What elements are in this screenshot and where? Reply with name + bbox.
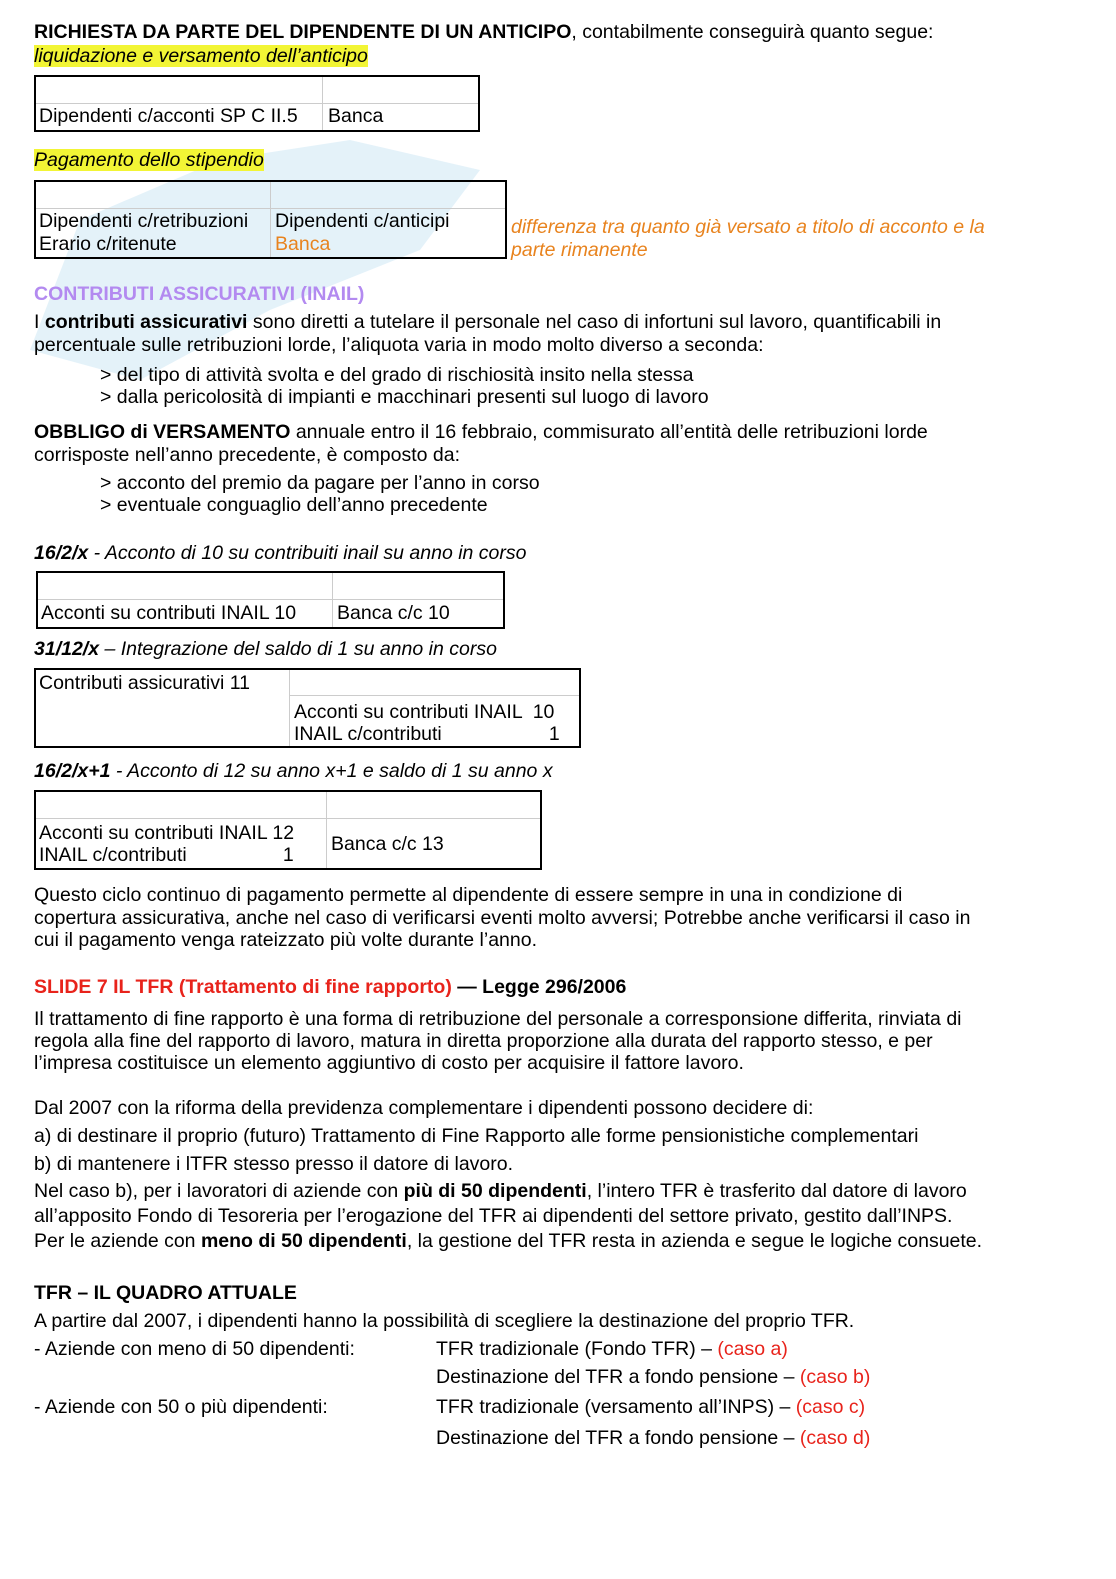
list-item: b) di mantenere i lTFR stesso presso il datore di lavoro.	[34, 1153, 514, 1175]
paragraph-line: all’apposito Fondo di Tesoreria per l’erogazione del TFR ai dipendenti del settore privato, gestito dall’INPS.	[34, 1205, 953, 1227]
paragraph-line: Per le aziende con meno di 50 dipendenti, la gestione del TFR resta in azienda e segue le logiche consuete.	[34, 1230, 983, 1252]
tfr-heading: SLIDE 7 IL TFR (Trattamento di fine rapporto) — Legge 296/2006	[34, 976, 627, 998]
row-label: - Aziende con meno di 50 dipendenti:	[34, 1338, 355, 1360]
t-account-dare: Dipendenti c/acconti SP C II.5	[39, 105, 298, 127]
t-account-avere: Banca	[275, 233, 331, 255]
paragraph-line: Dal 2007 con la riforma della previdenza complementare i dipendenti possono decidere di:	[34, 1097, 814, 1119]
option-line: Destinazione del TFR a fondo pensione – (caso b)	[436, 1366, 871, 1388]
paragraph-line: copertura assicurativa, anche nel caso di verificarsi eventi molto avversi; Potrebbe anche verificarsi il caso in	[34, 907, 971, 929]
entry-heading: 16/2/x+1 - Acconto di 12 su anno x+1 e saldo di 1 su anno x	[34, 760, 553, 782]
paragraph-line: Il trattamento di fine rapporto è una forma di retribuzione del personale a corresponsione differita, rinviata di	[34, 1008, 962, 1030]
t-account-avere: Dipendenti c/anticipi	[275, 210, 450, 232]
t-account-avere: Banca c/c 13	[331, 833, 444, 855]
paragraph-line: corrisposte nell’anno precedente, è composto da:	[34, 444, 461, 466]
t-account-dare: Contributi assicurativi 11	[39, 672, 250, 694]
list-item: a) di destinare il proprio (futuro) Trattamento di Fine Rapporto alle forme pensionistiche complementari	[34, 1125, 919, 1147]
t-account-anticipo	[34, 75, 480, 132]
paragraph-line: Nel caso b), per i lavoratori di aziende con più di 50 dipendenti, l’intero TFR è trasferito dal datore di lavoro	[34, 1180, 967, 1202]
paragraph-line: A partire dal 2007, i dipendenti hanno la possibilità di scegliere la destinazione del proprio TFR.	[34, 1310, 855, 1332]
paragraph-line: cui il pagamento venga rateizzato più volte durante l’anno.	[34, 929, 537, 951]
t-account-avere: Banca	[328, 105, 384, 127]
t-account-acconto	[36, 571, 505, 629]
subheading-liquidazione: liquidazione e versamento dell’anticipo	[34, 45, 368, 67]
list-item: > dalla pericolosità di impianti e macchinari presenti sul luogo di lavoro	[100, 386, 709, 408]
inail-heading: CONTRIBUTI ASSICURATIVI (INAIL)	[34, 283, 365, 305]
note-line: differenza tra quanto già versato a titolo di acconto e la	[511, 216, 985, 238]
t-account-avere: Acconti su contributi INAIL 10	[294, 701, 555, 723]
t-account-integrazione	[34, 668, 581, 748]
list-item: > del tipo di attività svolta e del grado di rischiosità insito nella stessa	[100, 364, 694, 386]
paragraph-line: percentuale sulle retribuzioni lorde, l’aliquota varia in modo molto diverso a seconda:	[34, 334, 764, 356]
option-line: TFR tradizionale (versamento all’INPS) – (caso c)	[436, 1396, 866, 1418]
section-title: RICHIESTA DA PARTE DEL DIPENDENTE DI UN ANTICIPO, contabilmente conseguirà quanto segue:	[34, 21, 934, 43]
list-item: > acconto del premio da pagare per l’anno in corso	[100, 472, 540, 494]
paragraph-line: I contributi assicurativi sono diretti a tutelare il personale nel caso di infortuni sul lavoro, quantificabili in	[34, 311, 942, 333]
option-line: TFR tradizionale (Fondo TFR) – (caso a)	[436, 1338, 788, 1360]
paragraph-line: OBBLIGO di VERSAMENTO annuale entro il 16 febbraio, commisurato all’entità delle retribuzioni lorde	[34, 421, 928, 443]
t-account-dare: Acconti su contributi INAIL 10	[41, 602, 297, 624]
option-line: Destinazione del TFR a fondo pensione – (caso d)	[436, 1427, 871, 1449]
t-account-saldo	[34, 790, 542, 870]
entry-heading: 31/12/x – Integrazione del saldo di 1 su anno in corso	[34, 638, 497, 660]
t-account-dare: Erario c/ritenute	[39, 233, 177, 255]
subheading-stipendio: Pagamento dello stipendio	[34, 149, 264, 171]
t-account-dare: Acconti su contributi INAIL 12	[39, 822, 295, 844]
note-line: parte rimanente	[511, 239, 648, 261]
row-label: - Aziende con 50 o più dipendenti:	[34, 1396, 328, 1418]
t-account-avere: Banca c/c 10	[337, 602, 450, 624]
paragraph-line: Questo ciclo continuo di pagamento permette al dipendente di essere sempre in una in condizione di	[34, 884, 903, 906]
quadro-heading: TFR – IL QUADRO ATTUALE	[34, 1282, 297, 1304]
t-account-dare: Dipendenti c/retribuzioni	[39, 210, 249, 232]
entry-heading: 16/2/x - Acconto di 10 su contribuiti inail su anno in corso	[34, 542, 527, 564]
paragraph-line: regola alla fine del rapporto di lavoro, matura in diretta proporzione alla durata del rapporto stesso, e per	[34, 1030, 933, 1052]
paragraph-line: l’impresa costituisce un elemento aggiuntivo di costo per acquisire il fattore lavoro.	[34, 1052, 744, 1074]
t-account-dare: INAIL c/contributi 1	[39, 844, 294, 866]
list-item: > eventuale conguaglio dell’anno precedente	[100, 494, 488, 516]
t-account-stipendio	[34, 180, 507, 259]
t-account-avere: INAIL c/contributi 1	[294, 723, 560, 745]
